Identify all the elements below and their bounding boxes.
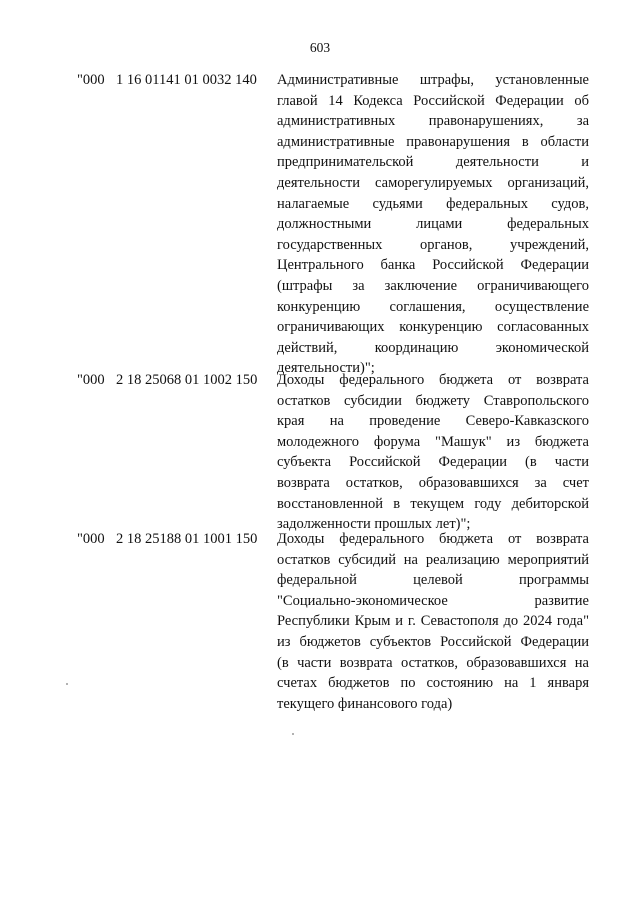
description-line: государственных органов, учреждений, (277, 236, 589, 253)
description-line: счетах бюджетов по состоянию на 1 января (277, 675, 589, 692)
description-line: федеральной целевой программы (277, 572, 589, 589)
entry-quote: "000 (77, 372, 105, 388)
entry-description (277, 529, 589, 714)
description-line: из бюджетов субъектов Российской Федерации (277, 633, 589, 650)
description-line: Центрального банка Российской Федерации (277, 257, 589, 274)
description-line: (в части возврата остатков, образовавшихся на (277, 654, 589, 671)
page-number: 603 (309, 40, 331, 55)
description-line: административных правонарушениях, за (277, 113, 589, 130)
description-line: молодежного форума "Машук" из бюджета (277, 433, 589, 450)
description-line: налагаемые судьями федеральных судов, (277, 195, 589, 212)
scan-speck (292, 733, 294, 735)
description-line: задолженности прошлых лет)"; (277, 516, 471, 533)
description-line: конкуренцию соглашения, осуществление (277, 298, 589, 315)
description-line: Доходы федерального бюджета от возврата (277, 372, 589, 388)
description-line: (штрафы за заключение ограничивающего (277, 277, 589, 294)
description-line: текущего финансового года) (277, 695, 453, 712)
description-line: деятельности)"; (277, 360, 375, 377)
description-line: остатков субсидий на реализацию мероприятий (277, 551, 589, 568)
scan-speck (66, 683, 68, 685)
description-line: главой 14 Кодекса Российской Федерации об (277, 92, 589, 109)
description-line: действий, координацию экономической (277, 339, 589, 356)
description-line: Административные штрафы, установленные (277, 72, 589, 88)
entry-description (277, 70, 589, 379)
description-line: деятельности саморегулируемых организаций, (277, 174, 589, 191)
entry-description (277, 370, 589, 535)
description-line: субъекта Российской Федерации (в части (277, 454, 589, 471)
description-line: Доходы федерального бюджета от возврата (277, 531, 589, 547)
description-line: должностными лицами федеральных (277, 216, 589, 233)
description-line: Республики Крым и г. Севастополя до 2024 года" (277, 613, 589, 630)
description-line: возврата остатков, образовавшихся за счет (277, 474, 589, 491)
description-line: "Социально-экономическое развитие (277, 592, 589, 609)
description-line: края на проведение Северо-Кавказского (277, 413, 589, 430)
budget-classification-code: 2 18 25068 01 1002 150 (116, 372, 258, 388)
description-line: предпринимательской деятельности и (277, 154, 589, 171)
entry-quote: "000 (77, 531, 105, 547)
budget-classification-code: 2 18 25188 01 1001 150 (116, 531, 258, 547)
budget-classification-code: 1 16 01141 01 0032 140 (116, 72, 257, 88)
description-line: административные правонарушения в области (277, 133, 589, 150)
description-line: ограничивающих конкуренцию согласованных (277, 319, 589, 336)
description-line: восстановленной в текущем году дебиторской (277, 495, 589, 512)
description-line: остатков субсидии бюджету Ставропольского (277, 392, 589, 409)
entry-quote: "000 (77, 72, 105, 88)
